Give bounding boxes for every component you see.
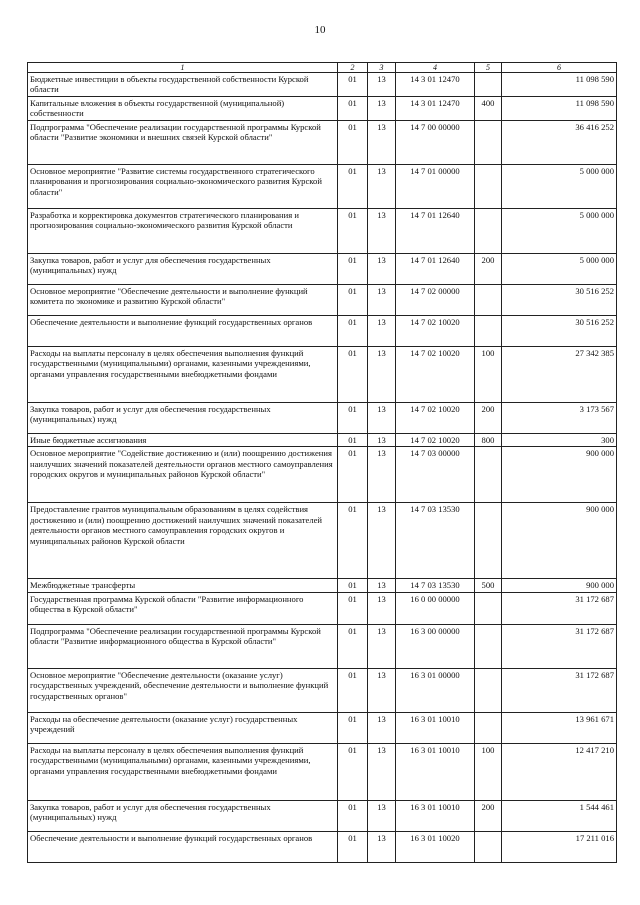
expense-type-cell	[475, 164, 502, 208]
row-name-cell: Расходы на обеспечение деятельности (оказание услуг) государственных учреждений	[28, 712, 338, 743]
subsection-cell: 13	[368, 208, 396, 253]
table-row	[28, 447, 617, 503]
table-row	[28, 743, 617, 800]
subsection-cell: 13	[368, 668, 396, 712]
subsection-cell: 13	[368, 624, 396, 668]
expense-type-cell	[475, 592, 502, 624]
section-cell: 01	[338, 402, 368, 433]
target-article-cell: 16 3 01 10010	[396, 743, 475, 800]
subsection-cell: 13	[368, 315, 396, 346]
table-row	[28, 208, 617, 253]
row-name-cell: Предоставление грантов муниципальным образованиям в целях содействия достижению и (или) поощрению достижений наилучших значений показателей деятельности органов местного самоуправления городских округов и муниципальных районов Курской области	[28, 503, 338, 579]
row-name-cell: Капитальные вложения в объекты государственной (муниципальной) собственности	[28, 96, 338, 120]
subsection-cell: 13	[368, 712, 396, 743]
amount-cell: 11 098 590	[502, 73, 617, 97]
row-name-cell: Закупка товаров, работ и услуг для обеспечения государственных (муниципальных) нужд	[28, 253, 338, 284]
amount-cell: 31 172 687	[502, 624, 617, 668]
section-cell: 01	[338, 315, 368, 346]
section-cell: 01	[338, 503, 368, 579]
expense-type-cell	[475, 315, 502, 346]
target-article-cell: 14 7 01 00000	[396, 164, 475, 208]
section-cell: 01	[338, 433, 368, 446]
table-row	[28, 120, 617, 164]
subsection-cell: 13	[368, 346, 396, 402]
section-cell: 01	[338, 208, 368, 253]
header-cell: 2	[338, 63, 368, 73]
expense-type-cell: 200	[475, 402, 502, 433]
row-name-cell: Основное мероприятие "Развитие системы государственного стратегического планирования и прогнозирования социально-экономического развития Курской области"	[28, 164, 338, 208]
table-row	[28, 800, 617, 831]
table-row	[28, 592, 617, 624]
amount-cell: 31 172 687	[502, 592, 617, 624]
subsection-cell: 13	[368, 433, 396, 446]
expense-type-cell: 800	[475, 433, 502, 446]
header-cell: 1	[28, 63, 338, 73]
amount-cell: 5 000 000	[502, 253, 617, 284]
amount-cell: 900 000	[502, 447, 617, 503]
section-cell: 01	[338, 96, 368, 120]
row-name-cell: Подпрограмма "Обеспечение реализации государственной программы Курской области "Развитие экономики и внешних связей Курской области"	[28, 120, 338, 164]
table-row	[28, 579, 617, 592]
table-row	[28, 73, 617, 97]
section-cell: 01	[338, 592, 368, 624]
header-cell: 3	[368, 63, 396, 73]
expense-type-cell: 400	[475, 96, 502, 120]
amount-cell: 5 000 000	[502, 164, 617, 208]
section-cell: 01	[338, 120, 368, 164]
subsection-cell: 13	[368, 592, 396, 624]
table-row	[28, 284, 617, 315]
target-article-cell: 14 7 03 13530	[396, 579, 475, 592]
amount-cell: 27 342 385	[502, 346, 617, 402]
table-row	[28, 712, 617, 743]
expense-type-cell: 100	[475, 743, 502, 800]
amount-cell: 5 000 000	[502, 208, 617, 253]
subsection-cell: 13	[368, 73, 396, 97]
target-article-cell: 14 7 02 10020	[396, 433, 475, 446]
expense-type-cell: 200	[475, 253, 502, 284]
target-article-cell: 14 7 02 10020	[396, 315, 475, 346]
section-cell: 01	[338, 624, 368, 668]
amount-cell: 17 211 016	[502, 831, 617, 862]
row-name-cell: Подпрограмма "Обеспечение реализации государственной программы Курской области "Развитие информационного общества в Курской области"	[28, 624, 338, 668]
subsection-cell: 13	[368, 96, 396, 120]
table-row	[28, 402, 617, 433]
table-row	[28, 164, 617, 208]
amount-cell: 300	[502, 433, 617, 446]
expense-type-cell	[475, 120, 502, 164]
expense-type-cell: 200	[475, 800, 502, 831]
section-cell: 01	[338, 712, 368, 743]
expense-type-cell	[475, 712, 502, 743]
header-cell: 5	[475, 63, 502, 73]
budget-table	[27, 62, 617, 863]
amount-cell: 13 961 671	[502, 712, 617, 743]
target-article-cell: 14 7 01 12640	[396, 208, 475, 253]
table-row	[28, 346, 617, 402]
amount-cell: 900 000	[502, 503, 617, 579]
expense-type-cell	[475, 668, 502, 712]
target-article-cell: 14 7 02 10020	[396, 402, 475, 433]
row-name-cell: Основное мероприятие "Обеспечение деятельности (оказание услуг) государственных учреждений, обеспечение деятельности и выполнение функций государственных органов"	[28, 668, 338, 712]
row-name-cell: Разработка и корректировка документов стратегического планирования и прогнозирования социально-экономического развития Курской области	[28, 208, 338, 253]
section-cell: 01	[338, 284, 368, 315]
table-row	[28, 668, 617, 712]
amount-cell: 11 098 590	[502, 96, 617, 120]
target-article-cell: 16 0 00 00000	[396, 592, 475, 624]
subsection-cell: 13	[368, 503, 396, 579]
section-cell: 01	[338, 743, 368, 800]
row-name-cell: Бюджетные инвестиции в объекты государственной собственности Курской области	[28, 73, 338, 97]
target-article-cell: 14 7 02 10020	[396, 346, 475, 402]
target-article-cell: 16 3 01 00000	[396, 668, 475, 712]
page-number: 10	[314, 24, 326, 36]
expense-type-cell	[475, 73, 502, 97]
amount-cell: 1 544 461	[502, 800, 617, 831]
table-row	[28, 831, 617, 862]
target-article-cell: 16 3 01 10020	[396, 831, 475, 862]
row-name-cell: Иные бюджетные ассигнования	[28, 433, 338, 446]
expense-type-cell: 500	[475, 579, 502, 592]
expense-type-cell: 100	[475, 346, 502, 402]
target-article-cell: 14 7 00 00000	[396, 120, 475, 164]
table-row	[28, 315, 617, 346]
expense-type-cell	[475, 447, 502, 503]
section-cell: 01	[338, 579, 368, 592]
subsection-cell: 13	[368, 284, 396, 315]
row-name-cell: Межбюджетные трансферты	[28, 579, 338, 592]
row-name-cell: Основное мероприятие "Обеспечение деятельности и выполнение функций комитета по экономике и развитию Курской области"	[28, 284, 338, 315]
header-row	[28, 63, 617, 73]
target-article-cell: 16 3 01 10010	[396, 800, 475, 831]
subsection-cell: 13	[368, 120, 396, 164]
header-cell: 6	[502, 63, 617, 73]
subsection-cell: 13	[368, 164, 396, 208]
amount-cell: 31 172 687	[502, 668, 617, 712]
row-name-cell: Расходы на выплаты персоналу в целях обеспечения выполнения функций государственными (муниципальными) органами, казенными учреждениями, органами управления государственными внебюджетными фондами	[28, 743, 338, 800]
target-article-cell: 14 7 02 00000	[396, 284, 475, 315]
row-name-cell: Основное мероприятие "Содействие достижению и (или) поощрению достижения наилучших значений показателей деятельности органов местного самоуправления городских округов и муниципальных районов Курской области"	[28, 447, 338, 503]
expense-type-cell	[475, 284, 502, 315]
target-article-cell: 14 7 03 13530	[396, 503, 475, 579]
subsection-cell: 13	[368, 447, 396, 503]
row-name-cell: Обеспечение деятельности и выполнение функций государственных органов	[28, 831, 338, 862]
section-cell: 01	[338, 164, 368, 208]
table-row	[28, 624, 617, 668]
amount-cell: 3 173 567	[502, 402, 617, 433]
amount-cell: 12 417 210	[502, 743, 617, 800]
amount-cell: 30 516 252	[502, 315, 617, 346]
section-cell: 01	[338, 668, 368, 712]
section-cell: 01	[338, 346, 368, 402]
row-name-cell: Государственная программа Курской области "Развитие информационного общества в Курской области"	[28, 592, 338, 624]
table-row	[28, 253, 617, 284]
section-cell: 01	[338, 73, 368, 97]
target-article-cell: 16 3 01 10010	[396, 712, 475, 743]
subsection-cell: 13	[368, 253, 396, 284]
target-article-cell: 14 3 01 12470	[396, 73, 475, 97]
target-article-cell: 14 7 01 12640	[396, 253, 475, 284]
subsection-cell: 13	[368, 579, 396, 592]
expense-type-cell	[475, 624, 502, 668]
expense-type-cell	[475, 208, 502, 253]
table-row	[28, 503, 617, 579]
header-cell: 4	[396, 63, 475, 73]
expense-type-cell	[475, 503, 502, 579]
subsection-cell: 13	[368, 402, 396, 433]
subsection-cell: 13	[368, 743, 396, 800]
target-article-cell: 14 7 03 00000	[396, 447, 475, 503]
section-cell: 01	[338, 447, 368, 503]
row-name-cell: Закупка товаров, работ и услуг для обеспечения государственных (муниципальных) нужд	[28, 800, 338, 831]
row-name-cell: Расходы на выплаты персоналу в целях обеспечения выполнения функций государственными (муниципальными) органами, казенными учреждениями, органами управления государственными внебюджетными фондами	[28, 346, 338, 402]
amount-cell: 900 000	[502, 579, 617, 592]
section-cell: 01	[338, 800, 368, 831]
target-article-cell: 14 3 01 12470	[396, 96, 475, 120]
section-cell: 01	[338, 253, 368, 284]
table-row	[28, 96, 617, 120]
table-row	[28, 433, 617, 446]
subsection-cell: 13	[368, 831, 396, 862]
expense-type-cell	[475, 831, 502, 862]
amount-cell: 30 516 252	[502, 284, 617, 315]
row-name-cell: Закупка товаров, работ и услуг для обеспечения государственных (муниципальных) нужд	[28, 402, 338, 433]
target-article-cell: 16 3 00 00000	[396, 624, 475, 668]
subsection-cell: 13	[368, 800, 396, 831]
amount-cell: 36 416 252	[502, 120, 617, 164]
section-cell: 01	[338, 831, 368, 862]
row-name-cell: Обеспечение деятельности и выполнение функций государственных органов	[28, 315, 338, 346]
